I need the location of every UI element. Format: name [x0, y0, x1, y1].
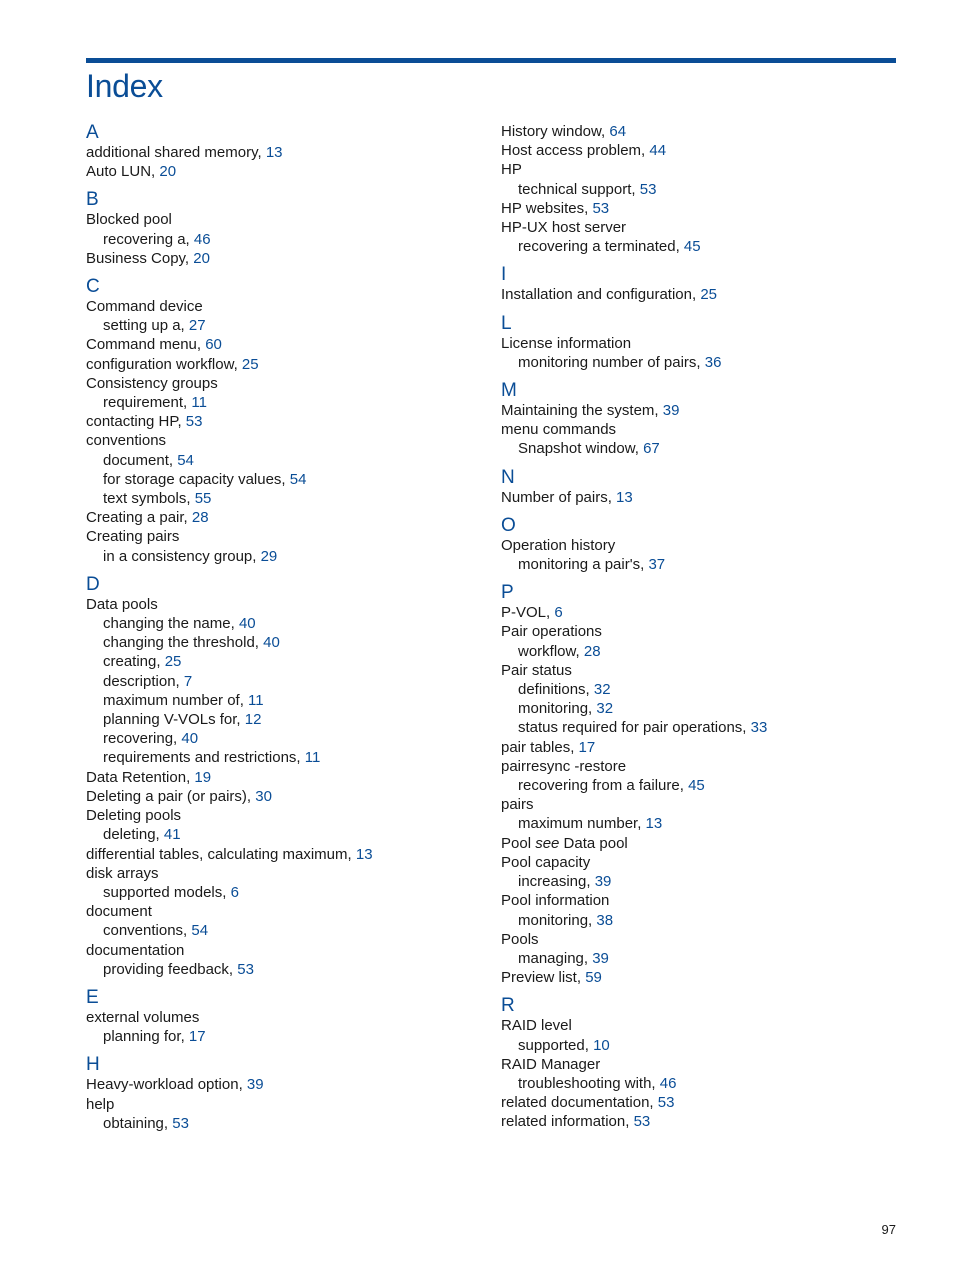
entry-term: maximum number,	[518, 815, 646, 833]
entry-term: Creating pairs	[86, 528, 180, 546]
index-entry	[501, 930, 901, 949]
entry-term: RAID level	[501, 1017, 572, 1035]
page-link[interactable]: 25	[241, 355, 259, 373]
entry-term: Heavy-workload option,	[86, 1076, 247, 1094]
entry-term: additional shared memory,	[86, 144, 266, 161]
page-link[interactable]: 59	[585, 969, 602, 987]
index-entry	[86, 297, 486, 316]
entry-term: monitoring a pair's,	[518, 556, 649, 574]
index-subentry	[501, 439, 901, 458]
entry-term: Pair status	[501, 661, 572, 679]
page-number: 97	[881, 1222, 896, 1237]
page-link[interactable]: 45	[688, 777, 705, 795]
section-letter: I	[501, 264, 507, 286]
entry-term: Deleting a pair (or pairs),	[86, 787, 256, 805]
entry-term: Blocked pool	[86, 211, 172, 229]
index-subentry	[86, 547, 486, 566]
index-entry	[501, 218, 901, 237]
entry-term: HP websites,	[501, 199, 593, 217]
index-subentry	[86, 825, 486, 844]
page-link[interactable]: 13	[645, 815, 663, 833]
index-entry	[501, 141, 901, 160]
index-entry	[501, 420, 901, 439]
entry-term: setting up a,	[103, 317, 189, 335]
entry-term: status required for pair operations,	[518, 719, 751, 737]
index-entry	[501, 603, 901, 622]
entry-term: obtaining,	[103, 1114, 173, 1132]
index-subentry	[86, 451, 486, 470]
index-subentry	[86, 614, 486, 633]
page-title: Index	[86, 68, 163, 104]
page-link[interactable]: 54	[191, 922, 209, 940]
index-entry	[501, 968, 901, 987]
section-letter: D	[86, 573, 100, 595]
index-subentry	[86, 1114, 486, 1133]
entry-term: Pair operations	[501, 623, 602, 641]
page-link[interactable]: 46	[659, 1074, 677, 1092]
entry-term: conventions	[86, 432, 167, 450]
page-link[interactable]: 40	[238, 615, 256, 633]
page-link[interactable]: 53	[172, 1114, 189, 1132]
page-link[interactable]: 37	[648, 556, 666, 574]
index-subentry	[501, 237, 901, 256]
entry-term: History window,	[501, 123, 610, 140]
page-link[interactable]: 20	[193, 249, 210, 267]
page-link[interactable]: 29	[260, 547, 278, 565]
page-link[interactable]: 67	[643, 440, 660, 458]
index-entry	[86, 1095, 486, 1114]
index-entry	[501, 122, 901, 141]
entry-term: conventions,	[103, 922, 192, 940]
index-entry	[501, 891, 901, 910]
entry-term: increasing,	[518, 873, 595, 891]
index-subentry	[86, 691, 486, 710]
page-link[interactable]: 53	[592, 199, 610, 217]
section-letter: L	[501, 312, 512, 334]
page-link[interactable]: 33	[750, 719, 768, 737]
entry-term: Data Retention,	[86, 768, 195, 786]
page-link[interactable]: 13	[616, 488, 633, 506]
page-link[interactable]: 40	[263, 634, 280, 652]
page-link[interactable]: 32	[596, 700, 614, 718]
index-subentry	[501, 814, 901, 833]
index-subentry	[501, 718, 901, 737]
entry-term: Auto LUN,	[86, 163, 160, 181]
entry-term: Business Copy,	[86, 249, 194, 267]
entry-term: external volumes	[86, 1008, 200, 1026]
index-entry	[86, 864, 486, 883]
index-subentry	[86, 921, 486, 940]
entry-term: documentation	[86, 941, 185, 959]
page-link[interactable]: 53	[657, 1094, 675, 1112]
entry-term: requirements and restrictions,	[103, 749, 305, 767]
index-subentry	[501, 1036, 901, 1055]
index-subentry	[86, 489, 486, 508]
entry-term: document,	[103, 451, 178, 469]
entry-term: technical support,	[518, 180, 640, 198]
index-column-left	[86, 122, 486, 1141]
index-subentry	[86, 883, 486, 902]
index-subentry	[501, 555, 901, 574]
index-subentry	[501, 911, 901, 930]
index-entry	[86, 527, 486, 546]
index-entry	[501, 160, 901, 179]
index-subentry	[86, 1027, 486, 1046]
section-letter: P	[501, 582, 514, 604]
page-link[interactable]: 54	[289, 470, 307, 488]
index-entry	[86, 508, 486, 527]
section-letter: E	[86, 986, 99, 1008]
entry-term: P-VOL,	[501, 604, 555, 622]
entry-term: Command menu,	[86, 336, 206, 354]
page-link[interactable]: 44	[649, 142, 667, 160]
page-link[interactable]: 28	[191, 509, 209, 527]
page-link[interactable]: 13	[355, 845, 373, 863]
index-entry	[86, 412, 486, 431]
index-entry	[86, 162, 486, 181]
index-subentry	[501, 699, 901, 718]
index-subentry	[86, 470, 486, 489]
entry-term: monitoring,	[518, 911, 597, 929]
index-entry	[501, 1112, 901, 1131]
entry-term: recovering a terminated,	[518, 238, 684, 256]
entry-term: contacting HP,	[86, 413, 186, 431]
index-section	[501, 264, 901, 304]
entry-term: text symbols,	[103, 490, 195, 508]
entry-term: recovering from a failure,	[518, 777, 689, 795]
index-section	[86, 574, 486, 979]
index-entry	[86, 806, 486, 825]
index-subentry	[86, 729, 486, 748]
index-entry	[501, 853, 901, 872]
section-letter: A	[86, 122, 99, 143]
index-subentry	[501, 680, 901, 699]
page-link[interactable]: 53	[237, 960, 254, 978]
entry-term: deleting,	[103, 826, 164, 844]
entry-term: creating,	[103, 653, 165, 671]
index-section	[501, 122, 901, 256]
index-subentry	[86, 393, 486, 412]
page-link[interactable]: 40	[181, 730, 199, 748]
page-link[interactable]: 17	[578, 738, 596, 756]
entry-term: RAID Manager	[501, 1055, 601, 1073]
entry-term: related information,	[501, 1113, 634, 1131]
index-section	[501, 467, 901, 507]
index-entry	[86, 787, 486, 806]
page-link[interactable]: 39	[594, 873, 612, 891]
page-link[interactable]: 39	[246, 1076, 264, 1094]
index-subentry	[86, 748, 486, 767]
section-letter: M	[501, 380, 517, 402]
entry-term: Number of pairs,	[501, 488, 617, 506]
page-link[interactable]: 13	[265, 144, 283, 161]
index-entry	[501, 488, 901, 507]
entry-term: Creating a pair,	[86, 509, 192, 527]
entry-term: Host access problem,	[501, 142, 650, 160]
index-entry	[86, 1075, 486, 1094]
entry-term: Maintaining the system,	[501, 402, 663, 420]
index-entry	[86, 431, 486, 450]
index-section	[501, 582, 901, 987]
section-letter: H	[86, 1054, 100, 1076]
entry-term: Preview list,	[501, 969, 586, 987]
page-link[interactable]: 38	[596, 911, 614, 929]
entry-term: monitoring number of pairs,	[518, 353, 705, 371]
entry-term: maximum number of,	[103, 691, 249, 709]
entry-term: pairs	[501, 796, 534, 814]
section-letter: B	[86, 189, 99, 211]
entry-term: pair tables,	[501, 738, 579, 756]
page-link[interactable]: 45	[683, 238, 701, 256]
entry-term: definitions,	[518, 681, 594, 699]
section-letter: R	[501, 995, 515, 1017]
page-link[interactable]: 10	[593, 1036, 610, 1054]
index-subentry	[501, 642, 901, 661]
entry-term: changing the name,	[103, 615, 239, 633]
index-entry	[501, 1055, 901, 1074]
index-section	[501, 380, 901, 459]
page-link[interactable]: 55	[194, 490, 212, 508]
index-subentry	[86, 652, 486, 671]
entry-term: troubleshooting with,	[518, 1074, 660, 1092]
index-subentry	[86, 672, 486, 691]
entry-term: managing,	[518, 949, 593, 967]
entry-term: changing the threshold,	[103, 634, 264, 652]
entry-term: Pool capacity	[501, 853, 591, 871]
entry-term: for storage capacity values,	[103, 470, 290, 488]
index-section	[501, 515, 901, 574]
index-entry	[86, 845, 486, 864]
entry-term: configuration workflow,	[86, 355, 242, 373]
entry-term: description,	[103, 672, 184, 690]
page-link[interactable]: 19	[194, 768, 212, 786]
index-subentry	[86, 316, 486, 335]
index-section	[86, 987, 486, 1046]
entry-term: providing feedback,	[103, 960, 238, 978]
index-section	[501, 313, 901, 372]
section-letter: C	[86, 276, 100, 298]
page-link[interactable]: 54	[177, 451, 194, 469]
entry-term: planning V-VOLs for,	[103, 711, 245, 729]
page-link[interactable]: 30	[255, 787, 272, 805]
entry-term: document	[86, 903, 152, 921]
index-entry	[501, 199, 901, 218]
index-entry	[501, 834, 901, 853]
index-subentry	[501, 1074, 901, 1093]
index-subentry	[501, 776, 901, 795]
see-reference: see	[535, 834, 560, 852]
index-entry	[86, 249, 486, 268]
page-link[interactable]: 11	[304, 749, 321, 767]
entry-term: License information	[501, 334, 632, 352]
index-subentry	[501, 353, 901, 372]
index-entry	[501, 757, 901, 776]
entry-term: Data pools	[86, 595, 158, 613]
index-subentry	[501, 180, 901, 199]
entry-term: planning for,	[103, 1028, 189, 1046]
entry-term: HP	[501, 161, 522, 179]
index-entry	[86, 941, 486, 960]
page-link[interactable]: 53	[639, 180, 657, 198]
page-link[interactable]: 53	[185, 413, 203, 431]
entry-term: help	[86, 1095, 115, 1113]
page-link[interactable]: 39	[662, 402, 680, 420]
entry-term: Pool	[501, 834, 536, 852]
index-section	[86, 1054, 486, 1133]
index-entry	[86, 1008, 486, 1027]
index-entry	[501, 401, 901, 420]
index-subentry	[86, 960, 486, 979]
page-link[interactable]: 27	[188, 317, 206, 335]
entry-term: Pools	[501, 930, 539, 948]
entry-term: requirement,	[103, 394, 192, 412]
entry-term: monitoring,	[518, 700, 597, 718]
index-entry	[501, 285, 901, 304]
index-entry	[86, 902, 486, 921]
index-entry	[501, 795, 901, 814]
page-link[interactable]: 32	[593, 681, 611, 699]
entry-term: differential tables, calculating maximum,	[86, 845, 356, 863]
index-entry	[501, 738, 901, 757]
entry-term: recovering a,	[103, 230, 194, 248]
title-rule	[86, 58, 896, 63]
index-section	[86, 189, 486, 268]
index-entry	[86, 374, 486, 393]
entry-term: recovering,	[103, 730, 182, 748]
page-link[interactable]: 41	[163, 826, 181, 844]
index-subentry	[501, 949, 901, 968]
page-link[interactable]: 6	[554, 604, 563, 622]
index-entry	[501, 661, 901, 680]
section-letter: N	[501, 466, 515, 488]
entry-term: Snapshot window,	[518, 440, 644, 458]
entry-term: menu commands	[501, 421, 617, 439]
index-entry	[86, 210, 486, 229]
page-link[interactable]: 64	[609, 123, 627, 140]
index-subentry	[501, 872, 901, 891]
page-link[interactable]: 12	[244, 711, 262, 729]
page-link[interactable]: 11	[191, 394, 207, 412]
index-subentry	[86, 633, 486, 652]
page-link[interactable]: 53	[633, 1113, 651, 1131]
index-section	[501, 995, 901, 1131]
index-entry	[501, 1016, 901, 1035]
index-entry	[501, 622, 901, 641]
page-link[interactable]: 6	[230, 883, 239, 901]
entry-term: workflow,	[518, 642, 584, 660]
page-link[interactable]: 39	[592, 949, 609, 967]
section-letter: O	[501, 514, 516, 536]
entry-term: pairresync -restore	[501, 757, 627, 775]
index-entry	[86, 355, 486, 374]
index-column-right	[501, 122, 901, 1140]
index-subentry	[86, 710, 486, 729]
see-target: Data pool	[559, 834, 628, 852]
index-section	[86, 122, 486, 181]
entry-term: Deleting pools	[86, 807, 182, 825]
entry-term: disk arrays	[86, 864, 159, 882]
entry-term: Operation history	[501, 536, 616, 554]
index-entry	[86, 768, 486, 787]
index-entry	[86, 143, 486, 162]
page-link[interactable]: 60	[205, 336, 222, 354]
entry-term: supported,	[518, 1036, 594, 1054]
entry-term: Installation and configuration,	[501, 286, 701, 304]
entry-term: Consistency groups	[86, 374, 218, 392]
page-link[interactable]: 7	[183, 672, 193, 690]
entry-term: related documentation,	[501, 1094, 658, 1112]
entry-term: in a consistency group,	[103, 547, 261, 565]
entry-term: Pool information	[501, 892, 610, 910]
entry-term: Command device	[86, 298, 203, 316]
index-entry	[86, 335, 486, 354]
page-link[interactable]: 28	[583, 642, 601, 660]
index-entry	[501, 334, 901, 353]
index-subentry	[86, 230, 486, 249]
page-link[interactable]: 36	[704, 353, 722, 371]
page-link[interactable]: 25	[164, 653, 182, 671]
index-entry	[501, 536, 901, 555]
page-link[interactable]: 11	[248, 691, 264, 709]
index-entry	[86, 595, 486, 614]
index-entry	[501, 1093, 901, 1112]
entry-term: HP-UX host server	[501, 219, 627, 237]
index-section	[86, 276, 486, 566]
page-link[interactable]: 20	[159, 163, 177, 181]
page-link[interactable]: 25	[700, 286, 717, 304]
page-link[interactable]: 17	[188, 1028, 206, 1046]
entry-term: supported models,	[103, 883, 231, 901]
page-link[interactable]: 46	[193, 230, 211, 248]
